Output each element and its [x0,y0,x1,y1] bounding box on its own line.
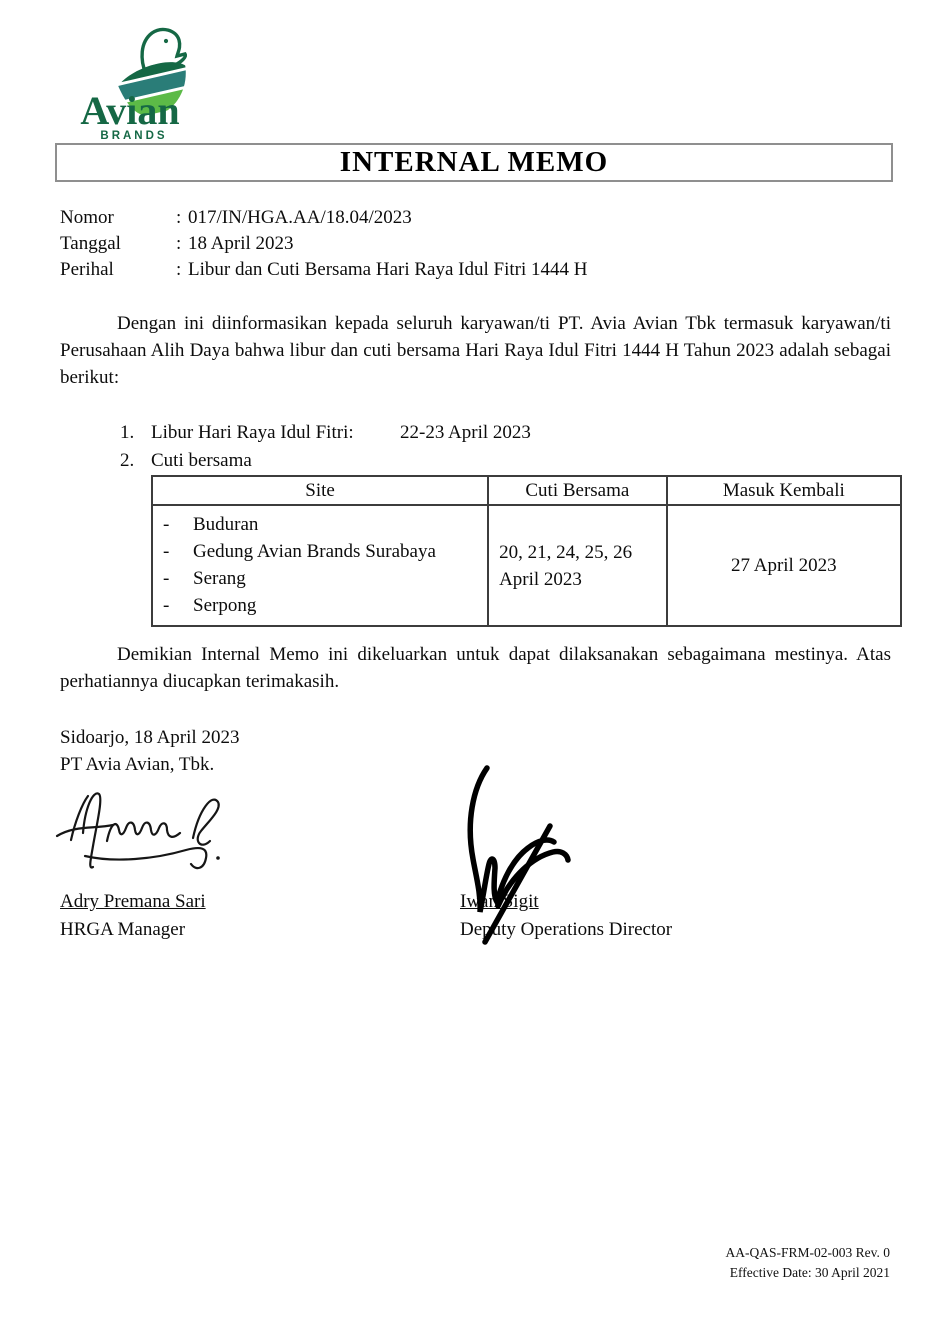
masuk-kembali-cell: 27 April 2023 [667,505,901,626]
signer-name: Iwan Sigit [460,891,539,912]
place-date-block [60,724,239,778]
cuti-bersama-table [151,475,902,627]
list-item [120,447,531,475]
list-item [120,419,531,447]
holiday-list [120,419,531,475]
dash-bullet: - [163,514,170,535]
list-item [163,538,481,565]
list-number: 1. [120,422,135,443]
list-value: 22-23 April 2023 [400,422,531,443]
site-name: Serang [193,568,246,589]
company-name: PT Avia Avian, Tbk. [60,754,215,775]
opening-paragraph: Dengan ini diinformasikan kepada seluruh karyawan/ti PT. Avia Avian Tbk termasuk karyawan/ti Perusahaan Alih Daya bahwa libur dan cuti bersama Hari Raya Idul Fitri 1444 H Tahun 2023 adalah sebagai berikut: [60,313,891,388]
site-name: Gedung Avian Brands Surabaya [193,541,436,562]
signer-right [460,888,672,944]
site-list-cell [152,505,488,626]
place-date: Sidoarjo, 18 April 2023 [60,727,240,748]
list-label: Cuti bersama [151,450,252,471]
meta-row-nomor [60,205,587,231]
site-name: Buduran [193,514,259,535]
avian-brands-logo [74,24,202,142]
dash-bullet: - [163,595,170,616]
column-header-masuk: Masuk Kembali [667,476,901,505]
list-number: 2. [120,450,135,471]
logo-sub-wordmark: BRANDS [100,130,168,142]
memo-meta [60,205,587,283]
form-number: AA-QAS-FRM-02-003 Rev. 0 [725,1245,890,1260]
list-label: Libur Hari Raya Idul Fitri: [151,422,354,443]
dash-bullet: - [163,541,170,562]
meta-label: Nomor [60,207,114,228]
signer-name: Adry Premana Sari [60,891,206,912]
signer-left [60,888,206,944]
dash-bullet: - [163,568,170,589]
list-item [163,511,481,538]
list-item [163,592,481,619]
cuti-bersama-cell [488,505,667,626]
column-header-cuti: Cuti Bersama [488,476,667,505]
signer-title: Deputy Operations Director [460,919,673,940]
meta-label: Tanggal [60,233,121,254]
effective-date: Effective Date: 30 April 2021 [729,1265,890,1280]
signer-title: HRGA Manager [60,919,186,940]
table-row [152,505,901,626]
meta-row-tanggal [60,231,587,257]
closing-paragraph: Demikian Internal Memo ini dikeluarkan untuk dapat dilaksanakan sebagaimana mestinya. Atas perhatiannya diucapkan terimakasih. [60,644,891,692]
meta-colon: : [176,233,182,254]
cuti-bersama-dates: 20, 21, 24, 25, 26 April 2023 [499,541,633,590]
column-header-site: Site [152,476,488,505]
memo-title-box [55,143,893,182]
list-item [163,565,481,592]
meta-value: 18 April 2023 [188,233,294,254]
meta-label: Perihal [60,259,114,280]
page-title: INTERNAL MEMO [339,146,609,178]
meta-colon: : [176,259,182,280]
meta-row-perihal [60,257,587,283]
meta-value: Libur dan Cuti Bersama Hari Raya Idul Fitri 1444 H [188,259,588,280]
signature-adry [55,778,255,878]
meta-colon: : [176,207,182,228]
site-name: Serpong [193,595,257,616]
table-header-row [152,476,901,505]
meta-value: 017/IN/HGA.AA/18.04/2023 [188,207,412,228]
document-footer [490,1243,890,1283]
logo-wordmark: Avian [80,88,180,133]
